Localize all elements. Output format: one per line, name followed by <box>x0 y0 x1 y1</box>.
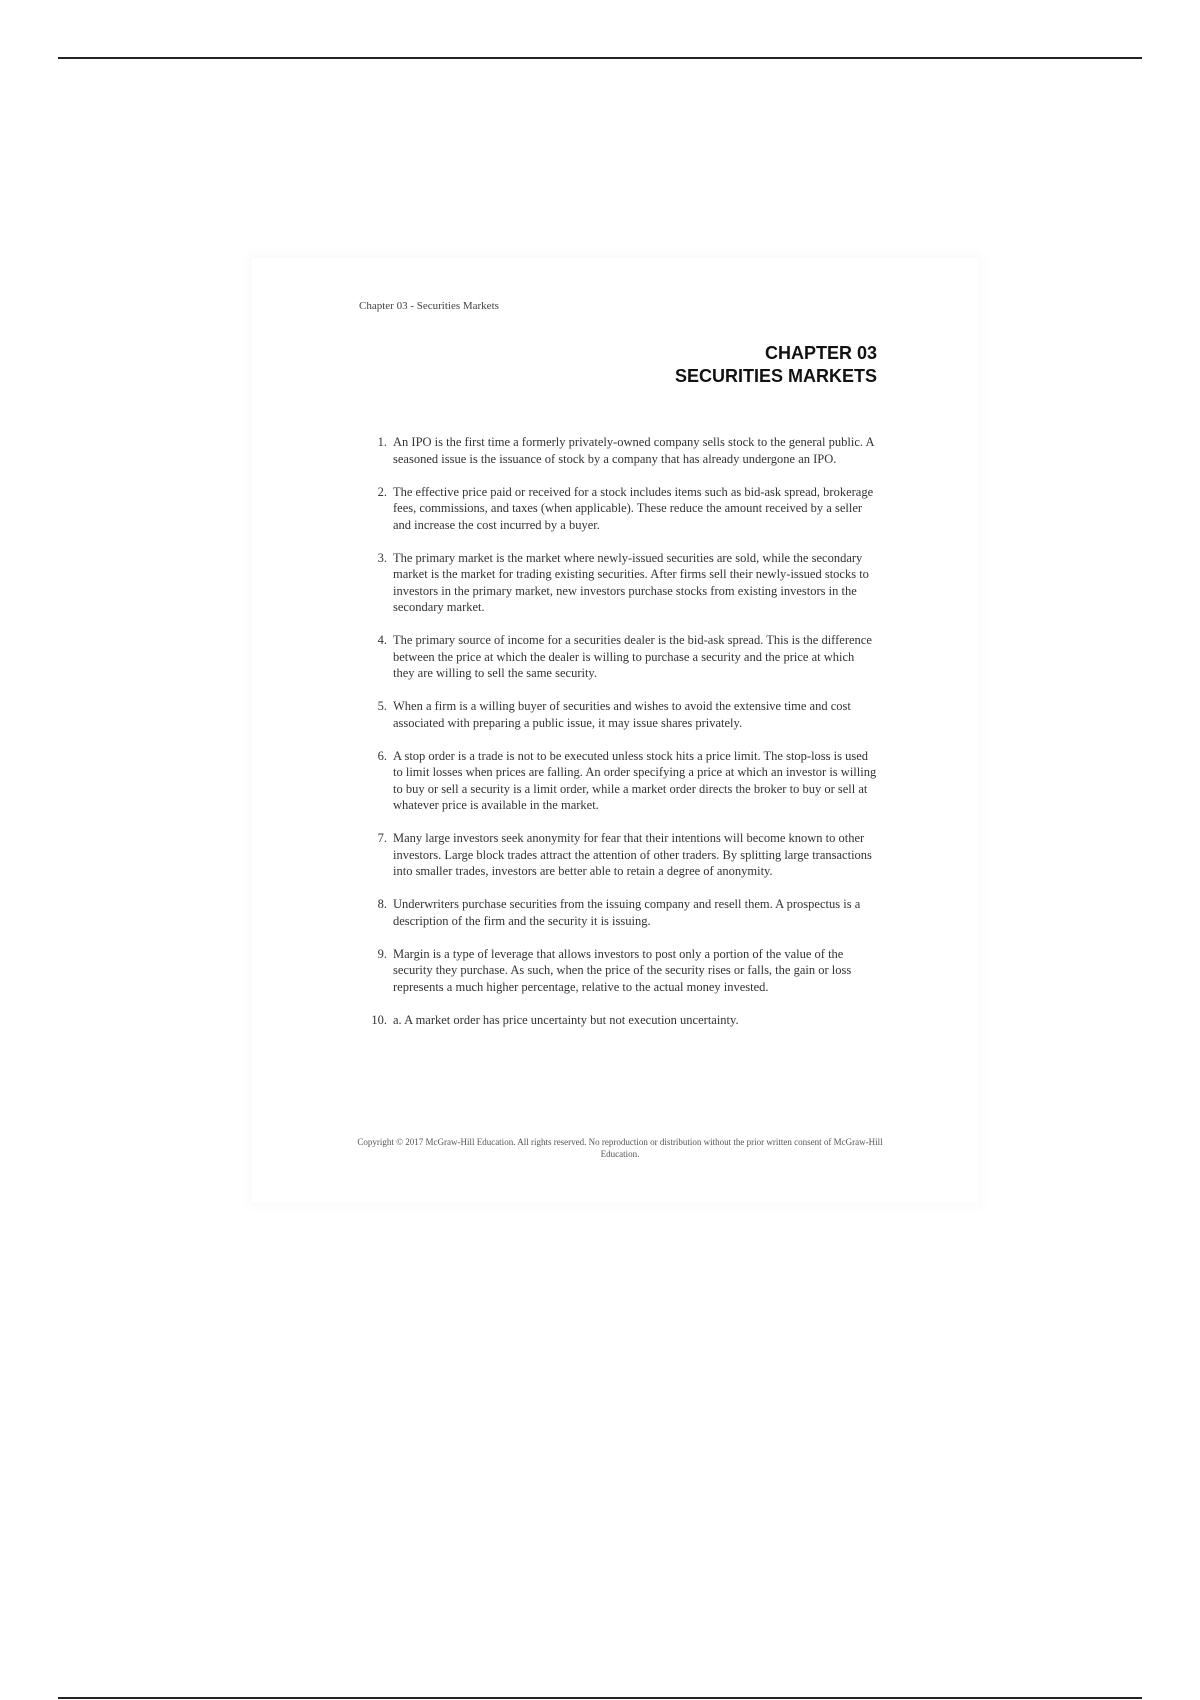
answer-text: The primary market is the market where newly-issued securities are sold, while the secondary market is the market for trading existing securities. After firms sell their newly-issued stocks to investors in the primary market, new investors purchase stocks from existing investors in the secondary market. <box>393 550 869 614</box>
answer-text: An IPO is the first time a formerly privately-owned company sells stock to the general public. A seasoned issue is the issuance of stock by a company that has already undergone an IPO. <box>393 435 874 466</box>
answer-item <box>370 698 877 731</box>
document-page <box>252 258 978 1202</box>
answer-item <box>370 896 877 929</box>
top-divider <box>58 57 1142 59</box>
answer-text: When a firm is a willing buyer of securities and wishes to avoid the extensive time and cost associated with preparing a public issue, it may issue shares privately. <box>393 699 851 730</box>
answer-number: 3 . <box>364 550 387 567</box>
answer-number: 2 . <box>364 484 387 501</box>
answer-item <box>370 830 877 880</box>
chapter-number: CHAPTER 03 <box>764 343 877 363</box>
answer-text: Margin is a type of leverage that allows investors to post only a portion of the value of the security they purchase. As such, when the price of the security rises or falls, the gain or loss represents a much higher percentage, relative to the actual money invested. <box>393 946 852 994</box>
chapter-name: SECURITIES MARKETS <box>674 366 877 386</box>
running-header: Chapter 03 - Securities Markets <box>359 300 499 312</box>
answer-text: Many large investors seek anonymity for fear that their intentions will become known to other investors. Large block trades attract the attention of other traders. By splitting large transactions into smaller trades, investors are better able to retain a degree of anonymity. <box>393 831 872 878</box>
answer-item <box>370 748 877 814</box>
answer-text: The effective price paid or received for a stock includes items such as bid-ask spread, brokerage fees, commissions, and taxes (when applicable). These reduce the amount received by a seller and increase the cost incurred by a buyer. <box>393 484 874 532</box>
answer-item <box>370 550 877 616</box>
answer-number: 10 . <box>364 1012 387 1029</box>
chapter-title <box>675 342 877 388</box>
answer-number: 8 . <box>364 896 387 913</box>
answer-number: 7 . <box>364 830 387 847</box>
answer-item <box>370 434 877 467</box>
bottom-divider <box>58 1697 1142 1699</box>
answer-text: The primary source of income for a securities dealer is the bid-ask spread. This is the difference between the price at which the dealer is willing to purchase a security and the price at which they are willing to sell the same security. <box>393 633 872 680</box>
answer-text: Underwriters purchase securities from the issuing company and resell them. A prospectus is a description of the firm and the security it is issuing. <box>393 897 861 928</box>
answer-item <box>370 946 877 996</box>
answer-item <box>370 1012 877 1029</box>
copyright-notice: Copyright © 2017 McGraw-Hill Education. All rights reserved. No reproduction or distribution without the prior written consent of McGraw-Hill Education. <box>357 1137 883 1159</box>
answer-list <box>370 434 877 1028</box>
answer-number: 1 . <box>364 434 387 451</box>
answer-text: A stop order is a trade is not to be executed unless stock hits a price limit. The stop-loss is used to limit losses when prices are falling. An order specifying a price at which an investor is willing to buy or sell a security is a limit order, while a market order directs the broker to buy or sell at whatever price is available in the market. <box>393 748 877 812</box>
answer-item <box>370 484 877 534</box>
answer-number: 5 . <box>364 698 387 715</box>
answer-text: a. A market order has price uncertainty but not execution uncertainty. <box>393 1012 739 1027</box>
answer-number: 9 . <box>364 946 387 963</box>
answer-item <box>370 632 877 682</box>
answer-number: 4 . <box>364 632 387 649</box>
answer-number: 6 . <box>364 748 387 765</box>
